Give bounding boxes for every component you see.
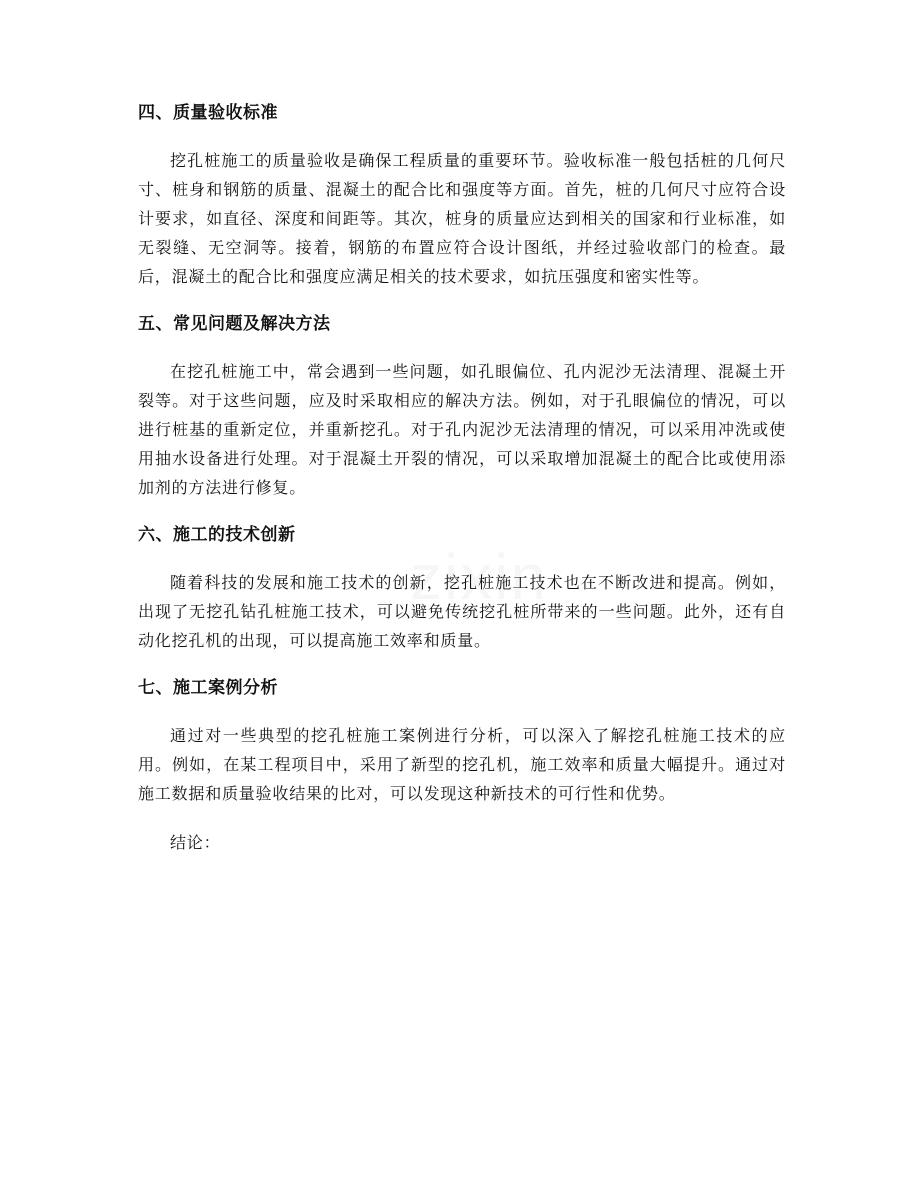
section-heading-4: 四、质量验收标准 [138,103,278,123]
section-heading-7: 七、施工案例分析 [138,678,278,698]
section-paragraph-7: 通过对一些典型的挖孔桩施工案例进行分析，可以深入了解挖孔桩施工技术的应用。例如，在某工程项目中，采用了新型的挖孔机，施工效率和质量大幅提升。通过对施工数据和质量验收结果的比对，可以发现这种新技术的可行性和优势。 [138,726,786,803]
document-body [138,100,786,877]
conclusion-label: 结论： [170,833,221,852]
section-heading-6: 六、施工的技术创新 [138,525,296,545]
section-heading-5: 五、常见问题及解决方法 [138,314,331,334]
section-paragraph-6: 随着科技的发展和施工技术的创新，挖孔桩施工技术也在不断改进和提高。例如，出现了无挖孔钻孔桩施工技术，可以避免传统挖孔桩所带来的一些问题。此外，还有自动化挖孔机的出现，可以提高施工效率和质量。 [138,573,786,650]
section-paragraph-5: 在挖孔桩施工中，常会遇到一些问题，如孔眼偏位、孔内泥沙无法清理、混凝土开裂等。对于这些问题，应及时采取相应的解决方法。例如，对于孔眼偏位的情况，可以进行桩基的重新定位，并重新挖孔。对于孔内泥沙无法清理的情况，可以采用冲洗或使用抽水设备进行处理。对于混凝土开裂的情况，可以采取增加混凝土的配合比或使用添加剂的方法进行修复。 [138,362,786,497]
section-paragraph-4: 挖孔桩施工的质量验收是确保工程质量的重要环节。验收标准一般包括桩的几何尺寸、桩身和钢筋的质量、混凝土的配合比和强度等方面。首先，桩的几何尺寸应符合设计要求，如直径、深度和间距等。其次，桩身的质量应达到相关的国家和行业标准，如无裂缝、无空洞等。接着，钢筋的布置应符合设计图纸，并经过验收部门的检查。最后，混凝土的配合比和强度应满足相关的技术要求，如抗压强度和密实性等。 [138,151,786,286]
